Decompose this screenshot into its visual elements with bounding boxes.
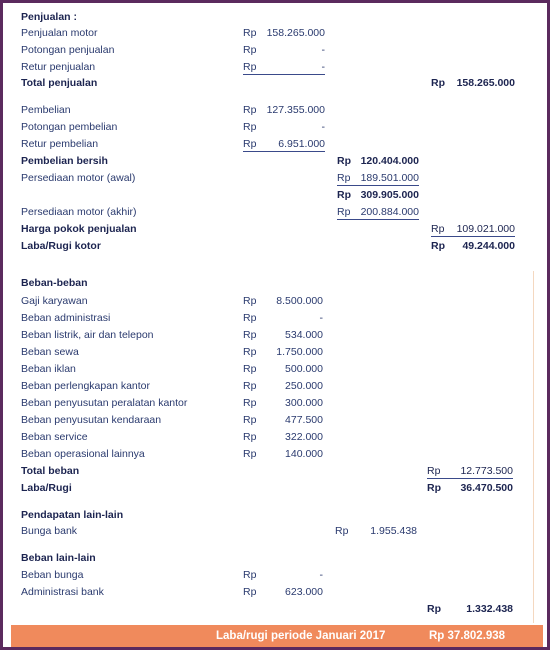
net-profit-banner	[11, 625, 543, 647]
row-total-beban	[3, 463, 547, 479]
section-beban-row	[3, 275, 547, 291]
row-potongan-pembelian	[3, 119, 547, 135]
currency: Rp	[431, 240, 445, 252]
label: Potongan pembelian	[21, 121, 118, 133]
currency: Rp	[243, 61, 257, 73]
currency: Rp	[243, 44, 257, 56]
value: 322.000	[285, 431, 323, 443]
label: Harga pokok penjualan	[21, 223, 137, 235]
value: 500.000	[285, 363, 323, 375]
row-subtotal	[3, 187, 547, 203]
value: 200.884.000	[360, 206, 419, 218]
label: Retur pembelian	[21, 138, 99, 150]
row-retur-pembelian	[3, 136, 547, 152]
row-total-penjualan	[3, 75, 547, 91]
label: Beban sewa	[21, 346, 79, 358]
income-statement	[3, 3, 547, 647]
label: Persediaan motor (awal)	[21, 172, 136, 184]
row-service	[3, 429, 547, 445]
label: Beban penyusutan peralatan kantor	[21, 397, 188, 409]
currency: Rp	[243, 121, 257, 133]
value: 120.404.000	[360, 155, 419, 167]
value: 127.355.000	[266, 104, 325, 116]
currency: Rp	[243, 586, 257, 598]
value: 36.470.500	[460, 482, 513, 494]
row-potongan-penjualan	[3, 42, 547, 58]
section-pendapatan-row	[3, 507, 547, 523]
section-penjualan-row	[3, 9, 547, 25]
currency: Rp	[243, 380, 257, 392]
label: Beban operasional lainnya	[21, 448, 145, 460]
currency: Rp	[243, 414, 257, 426]
label: Beban iklan	[21, 363, 76, 375]
currency: Rp	[243, 448, 257, 460]
value: -	[319, 312, 323, 324]
row-penyusutan-kendaraan	[3, 412, 547, 428]
section-beban-lain-row	[3, 550, 547, 566]
row-pembelian	[3, 102, 547, 118]
value: 1.750.000	[276, 346, 323, 358]
currency: Rp	[243, 27, 257, 39]
row-beban-lain-net	[3, 601, 547, 617]
currency: Rp	[243, 397, 257, 409]
label: Potongan penjualan	[21, 44, 115, 56]
row-persediaan-akhir	[3, 204, 547, 220]
row-administrasi-bank	[3, 584, 547, 600]
value: 189.501.000	[360, 172, 419, 184]
label: Beban bunga	[21, 569, 84, 581]
value: -	[321, 121, 325, 133]
row-penyusutan-peralatan	[3, 395, 547, 411]
value: 6.951.000	[278, 138, 325, 150]
row-perlengkapan	[3, 378, 547, 394]
value: -	[319, 569, 323, 581]
label: Laba/Rugi kotor	[21, 240, 101, 252]
row-bunga-bank	[3, 523, 547, 539]
currency: Rp	[243, 138, 257, 150]
row-operasional	[3, 446, 547, 462]
label: Beban listrik, air dan telepon	[21, 329, 154, 341]
label: Beban penyusutan kendaraan	[21, 414, 162, 426]
row-administrasi	[3, 310, 547, 326]
section-pendapatan-title: Pendapatan lain-lain	[21, 509, 124, 521]
label: Beban service	[21, 431, 88, 443]
row-persediaan-awal	[3, 170, 547, 186]
currency: Rp	[243, 363, 257, 375]
currency: Rp	[337, 172, 351, 184]
row-sewa	[3, 344, 547, 360]
value: 1.332.438	[466, 603, 513, 615]
value: -	[321, 44, 325, 56]
label: Total beban	[21, 465, 80, 477]
value: 309.905.000	[360, 189, 419, 201]
currency: Rp	[243, 346, 257, 358]
currency: Rp	[335, 525, 349, 537]
row-retur-penjualan	[3, 59, 547, 75]
value: 300.000	[285, 397, 323, 409]
label: Pembelian	[21, 104, 71, 116]
net-profit-value: Rp 37.802.938	[429, 630, 506, 642]
row-laba-kotor	[3, 238, 547, 254]
section-beban-title: Beban-beban	[21, 277, 88, 289]
row-iklan	[3, 361, 547, 377]
currency: Rp	[243, 329, 257, 341]
row-beban-bunga	[3, 567, 547, 583]
row-pembelian-bersih	[3, 153, 547, 169]
currency: Rp	[427, 482, 441, 494]
row-laba-rugi	[3, 480, 547, 496]
label: Bunga bank	[21, 525, 78, 537]
value: 158.265.000	[266, 27, 325, 39]
label: Persediaan motor (akhir)	[21, 206, 137, 218]
label: Pembelian bersih	[21, 155, 108, 167]
currency: Rp	[243, 569, 257, 581]
row-penjualan-motor	[3, 25, 547, 41]
label: Beban perlengkapan kantor	[21, 380, 151, 392]
value: 1.955.438	[370, 525, 417, 537]
label: Penjualan motor	[21, 27, 98, 39]
currency: Rp	[431, 223, 445, 235]
value: 623.000	[285, 586, 323, 598]
currency: Rp	[243, 312, 257, 324]
currency: Rp	[243, 104, 257, 116]
section-beban-lain-title: Beban lain-lain	[21, 552, 96, 564]
value: -	[321, 61, 325, 73]
label: Gaji karyawan	[21, 295, 88, 307]
currency: Rp	[243, 431, 257, 443]
label: Beban administrasi	[21, 312, 111, 324]
value: 140.000	[285, 448, 323, 460]
value: 8.500.000	[276, 295, 323, 307]
row-listrik	[3, 327, 547, 343]
label: Total penjualan	[21, 77, 98, 89]
section-penjualan-title: Penjualan :	[21, 11, 78, 23]
value: 534.000	[285, 329, 323, 341]
currency: Rp	[337, 189, 351, 201]
currency: Rp	[431, 77, 445, 89]
label: Administrasi bank	[21, 586, 104, 598]
currency: Rp	[427, 465, 441, 477]
currency: Rp	[337, 206, 351, 218]
value: 477.500	[285, 414, 323, 426]
net-profit-label: Laba/rugi periode Januari 2017	[216, 630, 386, 642]
row-gaji	[3, 293, 547, 309]
value: 109.021.000	[456, 223, 515, 235]
currency: Rp	[427, 603, 441, 615]
currency: Rp	[337, 155, 351, 167]
value: 49.244.000	[462, 240, 515, 252]
label: Laba/Rugi	[21, 482, 72, 494]
value: 12.773.500	[460, 465, 513, 477]
value: 158.265.000	[456, 77, 515, 89]
value: 250.000	[285, 380, 323, 392]
currency: Rp	[243, 295, 257, 307]
label: Retur penjualan	[21, 61, 96, 73]
row-hpp	[3, 221, 547, 237]
